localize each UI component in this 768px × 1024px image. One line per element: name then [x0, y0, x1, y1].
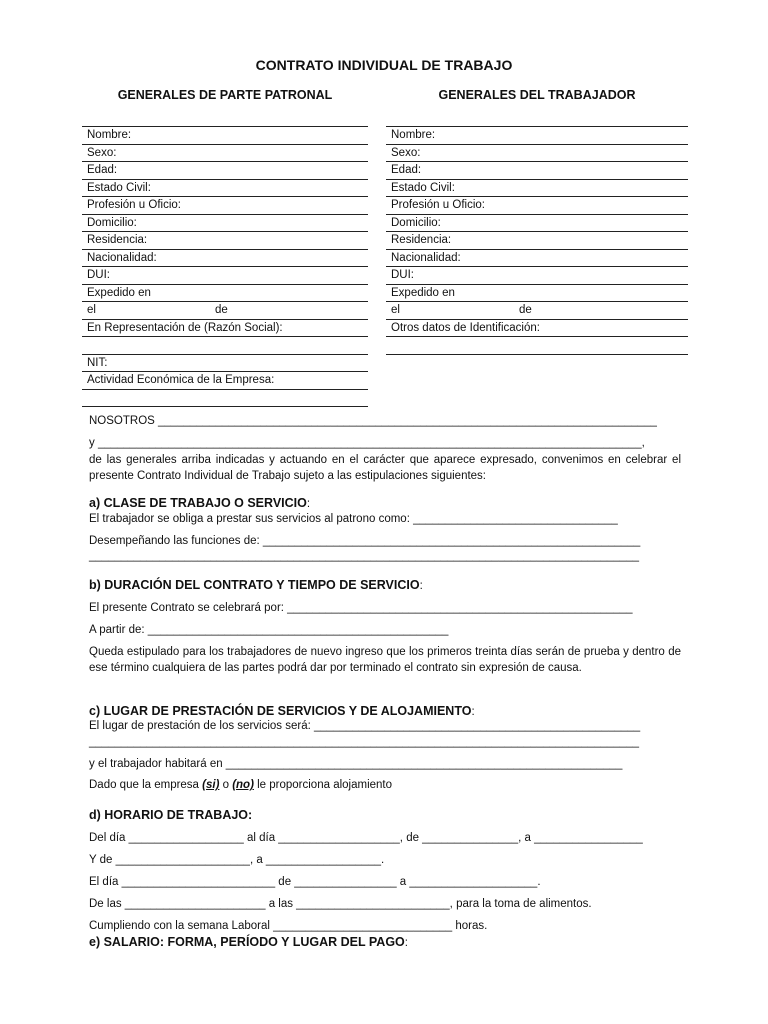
worker-blank-line: [386, 337, 688, 355]
si-option: (si): [202, 779, 220, 791]
section-b-heading: [89, 578, 423, 592]
employer-field: DUI:: [82, 267, 368, 285]
no-option: (no): [232, 779, 254, 791]
section-c-line: El lugar de prestación de los servicios será: ___________________________________________________: [89, 720, 641, 732]
nosotros-line: NOSOTROS ______________________________________________________________________________: [89, 415, 657, 427]
worker-fields: [386, 126, 688, 355]
employer-field: Estado Civil:: [82, 180, 368, 198]
section-a-line: El trabajador se obliga a prestar sus servicios al patrono como: ________________________________: [89, 513, 618, 525]
employer-representation: En Representación de (Razón Social):: [82, 320, 368, 338]
worker-field: Expedido en: [386, 285, 688, 303]
employer-field: Edad:: [82, 162, 368, 180]
employer-blank-line: [82, 390, 368, 408]
el-label: el: [87, 304, 96, 316]
section-d-line: De las ______________________ a las ________________________, para la toma de alimentos.: [89, 898, 592, 910]
section-a-line: Desempeñando las funciones de: ___________________________________________________________: [89, 535, 641, 547]
worker-field: Estado Civil:: [386, 180, 688, 198]
section-b-paragraph: Queda estipulado para los trabajadores de nuevo ingreso que los primeros treinta días serán de prueba y dentro de ese término cualquiera de las partes podrá dar por terminado el contrato sin expresión de causa.: [89, 646, 681, 674]
section-c-alojamiento: [89, 779, 392, 791]
section-d-line: Y de _____________________, a __________________.: [89, 854, 385, 866]
section-e-colon: :: [404, 937, 408, 949]
worker-field: Domicilio:: [386, 215, 688, 233]
employer-field: Expedido en: [82, 285, 368, 303]
employer-heading: GENERALES DE PARTE PATRONAL: [117, 88, 333, 102]
worker-field: Profesión u Oficio:: [386, 197, 688, 215]
employer-activity: Actividad Económica de la Empresa:: [82, 372, 368, 390]
worker-other-id: Otros datos de Identificación:: [386, 320, 688, 338]
section-c-heading: [89, 704, 475, 718]
section-c-colon: :: [471, 706, 475, 718]
worker-field: Residencia:: [386, 232, 688, 250]
section-c-line: y el trabajador habitará en ______________________________________________________________: [89, 758, 623, 770]
o-text: o: [219, 779, 233, 791]
employer-field: Residencia:: [82, 232, 368, 250]
employer-field: Profesión u Oficio:: [82, 197, 368, 215]
el-label: el: [391, 304, 400, 316]
de-label: de: [519, 304, 532, 316]
employer-blank-line: [82, 337, 368, 355]
employer-field: Domicilio:: [82, 215, 368, 233]
worker-field: Nacionalidad:: [386, 250, 688, 268]
section-e-title: e) SALARIO: FORMA, PERÍODO Y LUGAR DEL PAGO: [89, 935, 405, 949]
worker-field: Edad:: [386, 162, 688, 180]
document-title: CONTRATO INDIVIDUAL DE TRABAJO: [255, 57, 513, 73]
worker-heading: GENERALES DEL TRABAJADOR: [438, 88, 636, 102]
section-a-line: ______________________________________________________________________________________: [89, 550, 640, 562]
section-d-line: El día ________________________ de ________________ a ____________________.: [89, 876, 541, 888]
employer-field: Nombre:: [82, 127, 368, 145]
section-e-heading: [89, 935, 408, 949]
employer-nit: NIT:: [82, 355, 368, 373]
employer-section: [82, 88, 368, 407]
employer-fields: [82, 126, 368, 407]
section-b-line: El presente Contrato se celebrará por: ______________________________________________________: [89, 602, 633, 614]
employer-field: Nacionalidad:: [82, 250, 368, 268]
y-line: y _____________________________________________________________________________________,: [89, 437, 645, 449]
section-a-title: a) CLASE DE TRABAJO O SERVICIO: [89, 496, 307, 510]
worker-field-el-de: [386, 302, 688, 320]
section-b-colon: :: [419, 580, 423, 592]
worker-section: [386, 88, 688, 355]
worker-field: DUI:: [386, 267, 688, 285]
section-b-title: b) DURACIÓN DEL CONTRATO Y TIEMPO DE SERVICIO: [89, 578, 420, 592]
employer-field-el-de: [82, 302, 368, 320]
de-label: de: [215, 304, 228, 316]
section-d-title: d) HORARIO DE TRABAJO:: [89, 808, 253, 822]
section-b-line: A partir de: _______________________________________________: [89, 624, 449, 636]
intro-paragraph: de las generales arriba indicadas y actuando en el carácter que aparece expresado, convenimos en celebrar el presente Contrato Individual de Trabajo sujeto a las estipulaciones siguientes:: [89, 454, 681, 482]
section-a-heading: [89, 496, 310, 510]
dado-text: Dado que la empresa: [89, 779, 203, 791]
dado-post-text: le proporciona alojamiento: [253, 779, 393, 791]
section-a-colon: :: [306, 498, 311, 510]
section-c-line: ______________________________________________________________________________________: [89, 736, 640, 748]
section-d-line: Cumpliendo con la semana Laboral ____________________________ horas.: [89, 920, 488, 932]
worker-field: Sexo:: [386, 145, 688, 163]
employer-field: Sexo:: [82, 145, 368, 163]
worker-field: Nombre:: [386, 127, 688, 145]
section-d-line: Del día __________________ al día ___________________, de _______________, a _________________: [89, 832, 643, 844]
section-c-title: c) LUGAR DE PRESTACIÓN DE SERVICIOS Y DE ALOJAMIENTO: [89, 704, 472, 718]
